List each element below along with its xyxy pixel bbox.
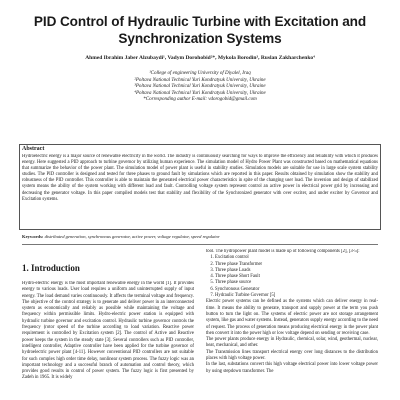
introduction-heading: 1. Introduction [22, 263, 80, 273]
affiliation-2: ²Poltava National Technical Yuri Kondratyuk University, Ukraine [134, 77, 266, 83]
affiliation-1: ¹College of engineering University of Diyalel, Iraq [149, 71, 251, 76]
section-divider [22, 244, 378, 245]
introduction-left-column: Hydro-electric energy is the most important renewable energy in the world [1]. It provides energy to various loads. User load requires a uniform and uninterrupted supply of input energy. The load demand varies continuously. It affects the terminal voltage and frequency. The objective of the control strategy is to generate and deliver power in an interconnected system as economically and reliably as possible while maintaining the voltage and frequency within permissible limits. Hydro-electric power station is equipped with hydraulic turbine governor and excitation control. Hydraulic turbine governor controls the frequency (rotor speed of the turbine according to load variation. Reactive power requirement is controlled by Excitation system [2]. The control of Active and Reactive power keeps the system in the steady state [3]. Several controllers such as PID controller, intelligent controller, Adaptive controller have been applied for the turbine governor of hydroelectric power plant [4-11]. However conventional PID controllers are not suitable for such complex high order time delay, nonlinear system process. The fuzzy logic was an important technology and a successful branch of automation and control theory, which provides good results in control of power system. The fuzzy logic is first presented by Zadeh in 1965. It is widely [22, 281, 194, 381]
component-item: 1. Excitation control [215, 255, 378, 261]
paragraph-power-plants: The power plants produce energy in Hydraulic, chemical, solar, wind, geothermal, nuclear, heat, mechanical, and other. [206, 337, 378, 349]
corresponding-author: *Corresponding author E-mail: vdorogobid@gmail.com [143, 97, 257, 102]
component-item: 7. Hydraulic Turbine Governor [5] [215, 293, 378, 299]
paragraph-substations: In the last, substations convert this high voltage electrical power into lower voltage power by using stepdown transformer. The [206, 362, 378, 374]
affiliation-4: ⁴Poltava National Technical Yuri Kondratyuk University, Ukraine [134, 90, 266, 96]
paper-title: PID Control of Hydraulic Turbine with Excitation and Synchronization Systems [33, 14, 367, 46]
abstract-heading: Abstract [22, 146, 45, 152]
component-item: 2. Three phase Transformer [215, 262, 378, 268]
affiliation-3: ³Poltava National Technical Yuri Kondratyuk University, Ukraine [134, 84, 266, 89]
components-list [206, 255, 378, 299]
abstract-text: Hydroelectric energy is a major source of renewable electricity in the world. The industry is continuously searching for ways to improve the efficiency and reliability with which it produces energy. Here suggested a PID approach to turbine governor by utilizing human experience. The simulation model of Hydro Power Plant was constructed based on mathematical equations that summarize the behavior of the power plant. The simulation model of power plant is useful in stability studies. Simulation models are suitable for use in large scale system stability studies. The PID controller is designed and tested for three phases to ground fault by simulations which are reported in this paper. Results obtained by simulation show the stability and robustness of the PID controller. This controller is able to maintain the generated electrical power characteristics in spite of the changing user load. The inversion and design of stabilized system means the ability of the system working with different load and fault. Controlling voltage system represent control an active power in electrical power grid by increasing and decreasing the generator voltage. In this paper compiled models test that stability and flexibility of the Synchronized generator with over exciter, and under exciter by Governor and Excitation systems. [22, 154, 378, 202]
keywords-label: Keywords: [22, 234, 44, 239]
component-item: 5. Three phase source [215, 280, 378, 286]
paragraph-power-systems: Electric power systems can be defined as the systems which can deliver energy in real-time. It means the ability to generate, transport and supply power at the term you push button to turn the light on. The systems of electric power are not storage arrangement system, like gas and water systems. Instead, generators supply energy according to the need of request. The process of generation means producing electrical energy in the power plant then convert it into the power high or low voltage depend on sending or receiving case. [206, 299, 378, 336]
keywords-line [22, 234, 378, 240]
keywords-text: distributed generation, synchronous generator, active power, voltage regulator, speed regulator [44, 234, 220, 239]
paragraph-transmission: The Transmission lines transport electrical energy over long distances to the distribution places with high voltage power. [206, 349, 378, 362]
component-item: 6. Synchronous Generator [215, 287, 378, 293]
introduction-right-column [206, 249, 378, 398]
components-intro: tool. The hydropower plant model is made up of following components [2], [3-5]: [206, 249, 360, 254]
component-item: 4. Three phase Short Fault [215, 274, 378, 280]
component-item: 3. Three phase Loads [215, 268, 378, 274]
author-list: Ahmed Ibrahim Jaber Alzubaydi¹, Vadym Dorohobid²*, Mykola Borodin³, Ruslan Zakharchenko⁴ [85, 55, 315, 61]
